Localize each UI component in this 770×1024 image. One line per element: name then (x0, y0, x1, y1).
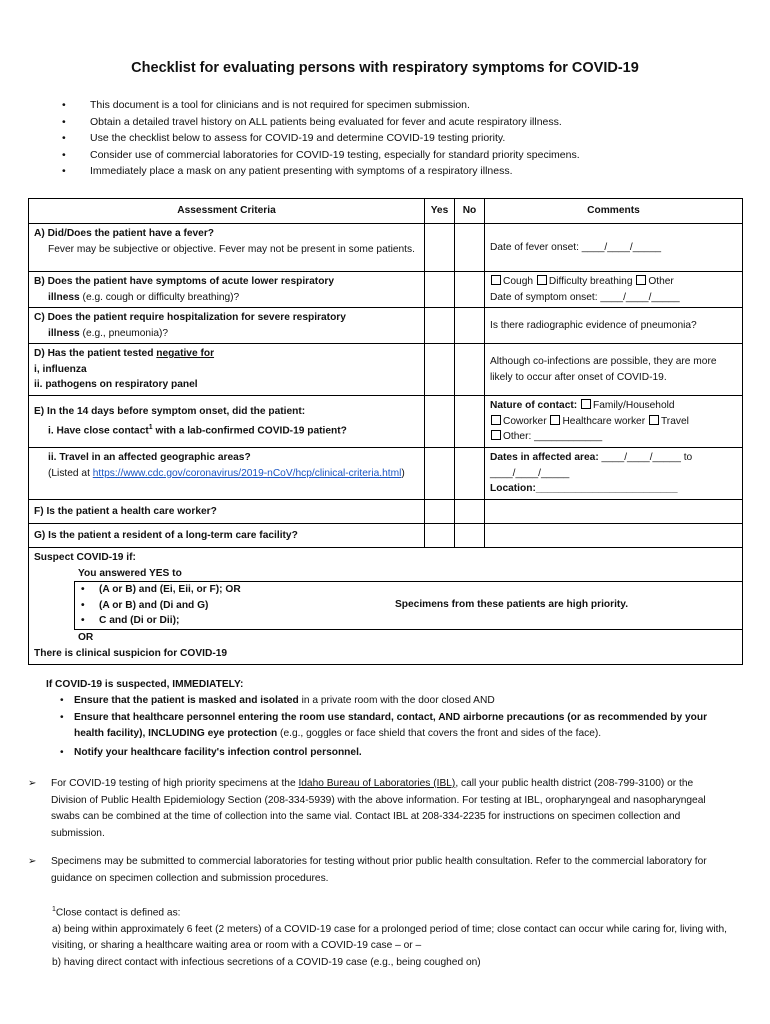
suspect-cell (29, 548, 743, 665)
page-title: Checklist for evaluating persons with respiratory symptoms for COVID-19 (131, 60, 639, 76)
checkbox-icon[interactable] (649, 415, 659, 425)
table-row (29, 524, 743, 548)
header-comments: Comments (485, 199, 743, 224)
checkbox-icon[interactable] (491, 430, 501, 440)
question-a-sub: Fever may be subjective or objective. Fever may not be present in some patients. (48, 243, 415, 255)
footnote-b: b) having direct contact with infectious secretions of a COVID-19 case (e.g., being coughed on) (52, 956, 481, 968)
table-row (29, 344, 743, 396)
ibl-testing-paragraph: ➢ For COVID-19 testing of high priority specimens at the Idaho Bureau of Laboratories (IBL), call your public health district (208-799-3100) or the Division of Public Health Epidemiology Section (208-334-5939) with the above information. For testing at IBL, oropharyngeal and nasopharyngeal swabs can be combined at the time of collection into the same vial. Contact IBL at 208-334-2235 for instructions on specimen collection and submission. (28, 778, 706, 839)
criteria-cell (29, 396, 425, 448)
cdc-criteria-link[interactable]: https://www.cdc.gov/coronavirus/2019-nCoV/hcp/clinical-criteria.html (92, 467, 402, 479)
question-g: G) Is the patient a resident of a long-term care facility? (29, 524, 425, 548)
list-item: • C and (Di or Dii); (77, 613, 742, 629)
yes-cell-ei[interactable] (425, 396, 455, 448)
header-criteria: Assessment Criteria (29, 199, 425, 224)
question-c: C) Does the patient require hospitalization for severe respiratory (34, 312, 346, 323)
no-cell-a[interactable] (455, 224, 485, 272)
arrow-bullet-icon: ➢ (28, 856, 37, 867)
question-a: A) Did/Does the patient have a fever? (34, 228, 215, 239)
question-d-ii: ii. pathogens on respiratory panel (34, 379, 198, 390)
no-cell-g[interactable] (455, 524, 485, 548)
list-item: • (A or B) and (Di and G) (77, 598, 742, 614)
checkbox-icon[interactable] (491, 415, 501, 425)
footnote-heading: $^1$Close contact is defined as: (52, 906, 181, 919)
checkbox-icon[interactable] (581, 399, 591, 409)
comment-d: Although co-infections are possible, they are more likely to occur after onset of COVID-19. (485, 344, 743, 396)
no-cell-eii[interactable] (455, 448, 485, 500)
list-item: • Ensure that healthcare personnel entering the room use standard, contact, AND airborne precautions (or as recommended by your health facility), INCLUDING eye protection (e.g., goggles or face shield that covers the front and sides of the face). (58, 710, 736, 742)
question-e-ii: ii. Travel in an affected geographic areas? (48, 452, 251, 463)
question-e-i: i. Have close contact$^1$ with a lab-confirmed COVID-19 patient? (48, 423, 347, 437)
yes-cell-f[interactable] (425, 500, 455, 524)
comment-ei: Nature of contact: Family/Household Coworker Healthcare worker Travel Other: ____________ (485, 396, 743, 448)
question-b: B) Does the patient have symptoms of acute lower respiratory (34, 276, 335, 287)
yes-cell-d[interactable] (425, 344, 455, 396)
comment-f[interactable] (485, 500, 743, 524)
immediately-section (46, 677, 736, 762)
checkbox-icon[interactable] (491, 275, 501, 285)
criteria-cell (29, 272, 425, 308)
criteria-box (74, 581, 743, 630)
comment-c: Is there radiographic evidence of pneumonia? (485, 308, 743, 344)
list-item: • (A or B) and (Ei, Eii, or F); OR (77, 582, 742, 598)
checkbox-icon[interactable] (550, 415, 560, 425)
criteria-cell (29, 224, 425, 272)
suspect-heading: Suspect COVID-19 if: (34, 552, 136, 563)
ibl-link[interactable]: Idaho Bureau of Laboratories (IBL) (298, 778, 456, 789)
no-cell-c[interactable] (455, 308, 485, 344)
suspect-yes-to: You answered YES to (78, 567, 182, 579)
header-no: No (455, 199, 485, 224)
arrow-bullet-icon: ➢ (28, 778, 37, 789)
criteria-cell (29, 344, 425, 396)
criteria-cell (29, 448, 425, 500)
no-cell-b[interactable] (455, 272, 485, 308)
immediately-heading: If COVID-19 is suspected, IMMEDIATELY: (46, 679, 244, 690)
question-b-line2: illness (e.g. cough or difficulty breathing)? (48, 291, 240, 303)
question-d-i: i, influenza (34, 363, 87, 375)
question-c-line2: illness (e.g., pneumonia)? (48, 327, 169, 339)
intro-bullet-list (62, 97, 722, 180)
assessment-table (28, 198, 743, 665)
no-cell-ei[interactable] (455, 396, 485, 448)
table-row (29, 500, 743, 524)
question-f: F) Is the patient a health care worker? (29, 500, 425, 524)
suspect-clinical: There is clinical suspicion for COVID-19 (34, 647, 228, 659)
question-d: D) Has the patient tested negative for (34, 348, 215, 359)
table-row (29, 396, 743, 448)
yes-cell-a[interactable] (425, 224, 455, 272)
no-cell-f[interactable] (455, 500, 485, 524)
criteria-cell (29, 308, 425, 344)
no-cell-d[interactable] (455, 344, 485, 396)
yes-cell-g[interactable] (425, 524, 455, 548)
list-item: • Obtain a detailed travel history on ALL patients being evaluated for fever and acute respiratory illness. (62, 114, 722, 131)
list-item: • Ensure that the patient is masked and isolated in a private room with the door closed AND (58, 693, 736, 709)
checkbox-icon[interactable] (537, 275, 547, 285)
question-e-ii-link: (Listed at https://www.cdc.gov/coronavirus/2019-nCoV/hcp/clinical-criteria.html) (48, 467, 405, 479)
question-e: E) In the 14 days before symptom onset, did the patient: (34, 406, 306, 418)
table-header-row (29, 199, 743, 224)
table-row (29, 224, 743, 272)
comment-a[interactable]: Date of fever onset: ____/____/_____ (485, 224, 743, 272)
table-row (29, 272, 743, 308)
table-row (29, 448, 743, 500)
suspect-row (29, 548, 743, 665)
comment-eii: Dates in affected area: ____/____/_____ to ____/____/_____ Location:_________________________ (485, 448, 743, 500)
yes-cell-eii[interactable] (425, 448, 455, 500)
high-priority-note: Specimens from these patients are high priority. (395, 599, 629, 610)
commercial-lab-paragraph: ➢ Specimens may be submitted to commercial laboratories for testing without prior public health consultation. Refer to the commercial laboratory for guidance on specimen collection and submission procedures. (28, 856, 707, 884)
table-row (29, 308, 743, 344)
checkbox-icon[interactable] (636, 275, 646, 285)
yes-cell-c[interactable] (425, 308, 455, 344)
list-item: • This document is a tool for clinicians and is not required for specimen submission. (62, 97, 722, 114)
list-item: • Immediately place a mask on any patient presenting with symptoms of a respiratory illness. (62, 163, 722, 180)
comment-b: Cough Difficulty breathing Other Date of symptom onset: ____/____/_____ (485, 272, 743, 308)
list-item: • Use the checklist below to assess for COVID-19 and determine COVID-19 testing priority. (62, 130, 722, 147)
comment-g[interactable] (485, 524, 743, 548)
header-yes: Yes (425, 199, 455, 224)
footnote (52, 902, 732, 971)
footnote-a: a) being within approximately 6 feet (2 meters) of a COVID-19 case for a prolonged period of time; close contact can occur while caring for, living with, visiting, or sharing a healthcare waiting area or room with a COVID-19 case – or – (52, 923, 727, 952)
yes-cell-b[interactable] (425, 272, 455, 308)
suspect-or: OR (78, 632, 94, 643)
list-item: • Consider use of commercial laboratories for COVID-19 testing, especially for standard priority specimens. (62, 147, 722, 164)
list-item: • Notify your healthcare facility's infection control personnel. (58, 745, 736, 761)
